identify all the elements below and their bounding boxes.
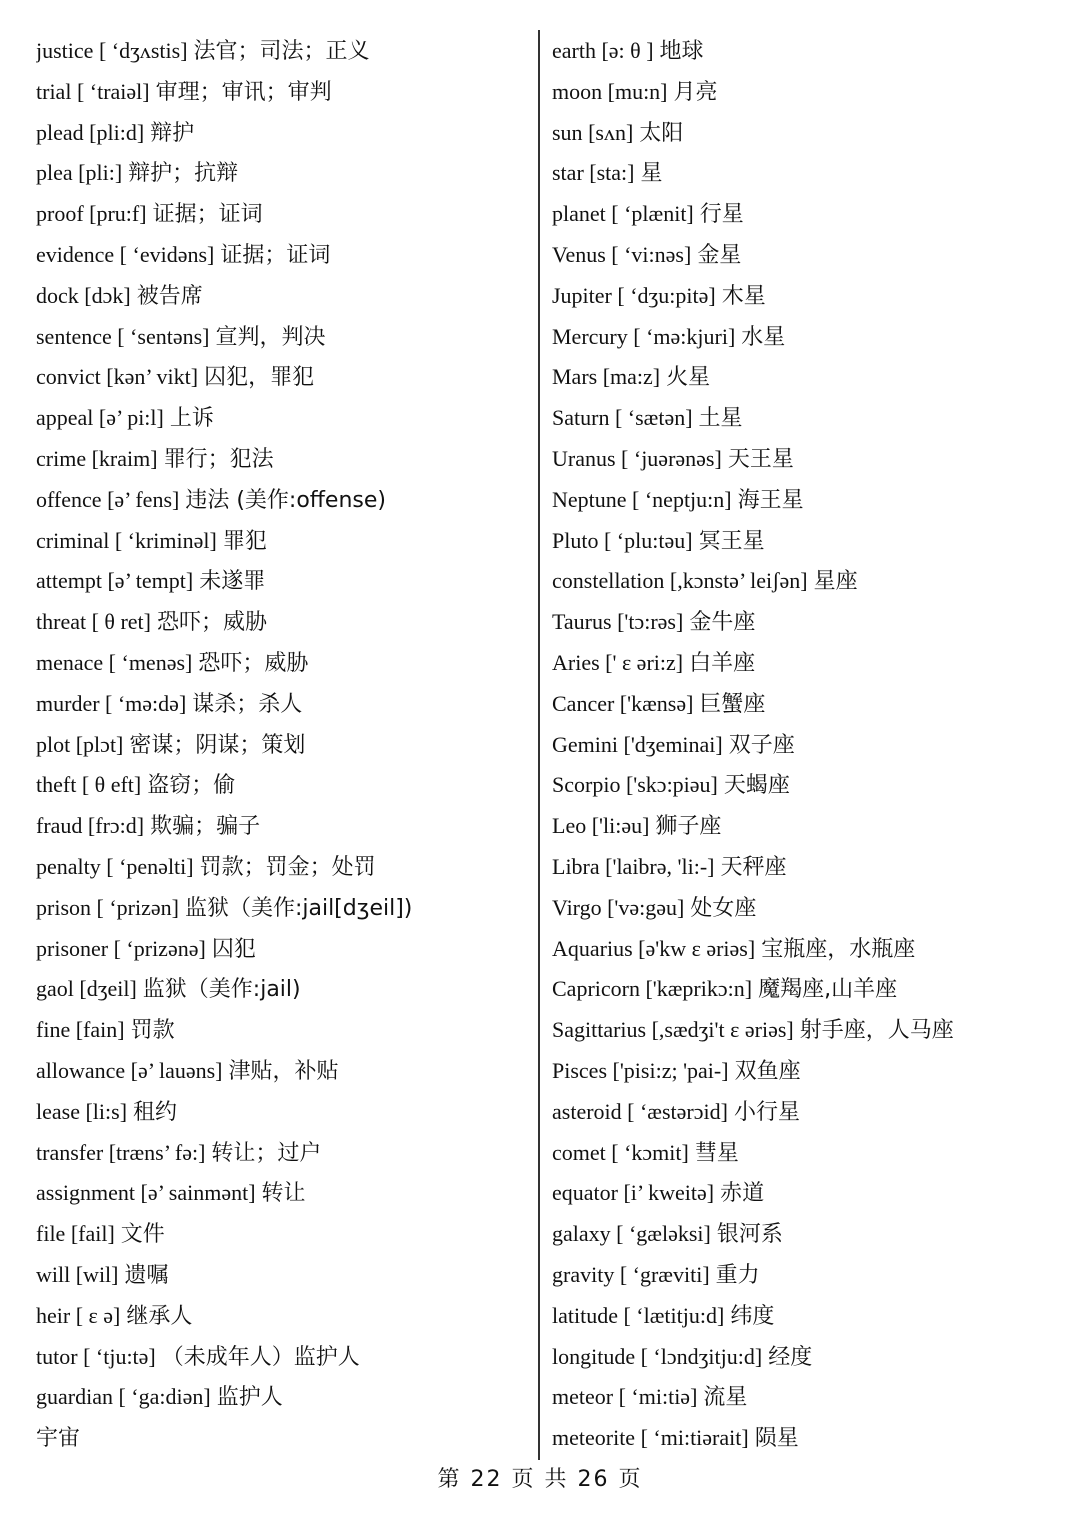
- word: justice: [36, 38, 94, 63]
- word: prisoner: [36, 935, 109, 961]
- vocab-entry: [552, 969, 1062, 1010]
- vocab-entry: [552, 765, 1062, 806]
- word: Gemini: [552, 731, 618, 757]
- meaning: 土星: [698, 406, 743, 432]
- meaning: 狮子座: [655, 814, 722, 840]
- meaning: 上诉: [169, 406, 214, 432]
- meaning: 行星: [699, 202, 744, 228]
- word: allowance: [36, 1057, 126, 1083]
- meaning: 双鱼座: [734, 1058, 801, 1084]
- meaning: 彗星: [694, 1140, 739, 1166]
- word: Aries: [552, 649, 600, 675]
- vocab-entry: [36, 1214, 526, 1255]
- vocab-entry: [552, 521, 1062, 562]
- word: lease: [36, 1098, 80, 1124]
- phonetic: [ ‘prizən]: [96, 894, 179, 920]
- vocab-entry: [36, 194, 526, 235]
- phonetic: ['tɔ:rəs]: [617, 609, 684, 635]
- meaning: 宝瓶座，水瓶座: [761, 936, 916, 962]
- meaning: 双子座: [728, 732, 795, 758]
- word: Sagittarius: [552, 1017, 647, 1043]
- word: Pisces: [552, 1057, 607, 1083]
- phonetic: [ ‘dʒʌstis]: [98, 38, 188, 63]
- vocab-entry: [552, 725, 1062, 766]
- meaning: 监护人: [216, 1385, 283, 1411]
- phonetic: [ ‘sentəns]: [117, 323, 210, 349]
- vocab-entry: [552, 357, 1062, 398]
- word: planet: [552, 201, 606, 227]
- vocab-entry: [36, 602, 526, 643]
- word: prison: [36, 894, 91, 920]
- phonetic: ['və:gəu]: [607, 894, 685, 920]
- phonetic: [fail]: [70, 1221, 115, 1247]
- word: comet: [552, 1139, 606, 1165]
- vocab-entry: [552, 1010, 1062, 1051]
- word: Venus: [552, 241, 606, 267]
- vocab-entry: [36, 888, 526, 929]
- phonetic: [li:s]: [85, 1098, 128, 1124]
- phonetic: [,kɔnstə’ leiʃən]: [669, 568, 808, 594]
- meaning: 证据；证词: [220, 242, 331, 268]
- meaning: 太阳: [639, 120, 684, 146]
- word: meteor: [552, 1384, 614, 1410]
- vocab-entry: [552, 561, 1062, 602]
- phonetic: [ ‘kɔmit]: [611, 1139, 689, 1165]
- meaning: 冥王星: [698, 528, 765, 554]
- phonetic: [ ‘traiəl]: [76, 78, 150, 104]
- phonetic: [frɔ:d]: [87, 813, 145, 839]
- meaning: 欺骗；骗子: [150, 814, 261, 840]
- vocab-entry: [36, 357, 526, 398]
- word: asteroid: [552, 1098, 622, 1124]
- meaning: 天蝎座: [723, 773, 790, 799]
- meaning: 继承人: [126, 1303, 193, 1329]
- phonetic: [ ‘tju:tə]: [83, 1343, 156, 1369]
- meaning: 魔羯座,山羊座: [758, 977, 898, 1003]
- phonetic: ['kæprikɔ:n]: [645, 976, 753, 1002]
- word: plead: [36, 119, 84, 145]
- meaning: 罚款: [130, 1018, 175, 1044]
- word: will: [36, 1261, 71, 1287]
- word: Mars: [552, 364, 598, 390]
- vocab-entry: [36, 317, 526, 358]
- word: attempt: [36, 568, 102, 594]
- vocab-entry: [36, 561, 526, 602]
- meaning: 津贴，补贴: [228, 1058, 339, 1084]
- vocab-entry: [36, 684, 526, 725]
- meaning: 银河系: [716, 1222, 783, 1248]
- vocab-entry: [36, 1051, 526, 1092]
- meaning: 密谋；阴谋；策划: [129, 732, 306, 758]
- phonetic: [ ‘evidəns]: [119, 241, 215, 267]
- meaning: 地球: [659, 39, 704, 64]
- meaning: 金牛座: [689, 610, 756, 636]
- word: Scorpio: [552, 772, 621, 798]
- phonetic: [ ‘penəlti]: [106, 853, 194, 879]
- word: star: [552, 160, 584, 186]
- word: sun: [552, 119, 583, 145]
- phonetic: [ ‘juərənəs]: [621, 445, 722, 471]
- meaning: 证据；证词: [152, 202, 263, 228]
- phonetic: [kraim]: [91, 445, 158, 471]
- word: fine: [36, 1017, 71, 1043]
- word: earth: [552, 38, 596, 63]
- phonetic: [plɔt]: [75, 731, 124, 757]
- column-divider: [538, 30, 540, 1460]
- meaning: 处女座: [690, 895, 757, 921]
- vocab-entry: [36, 929, 526, 970]
- vocab-entry: [552, 602, 1062, 643]
- word: murder: [36, 690, 100, 716]
- meaning: 重力: [715, 1262, 760, 1288]
- meaning: 遗嘱: [124, 1262, 169, 1288]
- phonetic: [ ‘mə:də]: [105, 690, 187, 716]
- phonetic: [ ‘ga:diən]: [118, 1384, 211, 1410]
- vocab-entry: [552, 1418, 1062, 1459]
- word: plea: [36, 160, 73, 186]
- vocab-entry: [552, 806, 1062, 847]
- phonetic: [ ‘gæləksi]: [616, 1221, 711, 1247]
- vocab-entry: [552, 643, 1062, 684]
- meaning: 法官；司法；正义: [193, 39, 370, 64]
- vocab-entry: [552, 888, 1062, 929]
- vocab-entry: [552, 1255, 1062, 1296]
- phonetic: [træns’ fə:]: [108, 1139, 206, 1165]
- vocab-entry: [552, 153, 1062, 194]
- meaning: 纬度: [730, 1303, 775, 1329]
- vocab-entry: [552, 1051, 1062, 1092]
- phonetic: [ θ eft]: [81, 772, 142, 798]
- word: constellation: [552, 568, 665, 594]
- meaning: 监狱（美作:jail[dʒeil]): [184, 895, 413, 921]
- word: galaxy: [552, 1221, 611, 1247]
- word: crime: [36, 445, 87, 471]
- meaning: 恐吓；威胁: [157, 610, 268, 636]
- vocab-entry: [552, 113, 1062, 154]
- phonetic: [pli:d]: [89, 119, 145, 145]
- meaning: 恐吓；威胁: [198, 650, 309, 676]
- phonetic: [ə’ pi:l]: [98, 405, 164, 431]
- phonetic: [dɔk]: [84, 282, 131, 308]
- vocab-entry: [36, 725, 526, 766]
- word: meteorite: [552, 1425, 636, 1451]
- phonetic: [sta:]: [589, 160, 635, 186]
- vocab-entry: [36, 1337, 526, 1378]
- phonetic: ['dʒeminai]: [623, 731, 723, 757]
- phonetic: [ ‘lætitju:d]: [623, 1302, 725, 1328]
- vocab-entry: [552, 72, 1062, 113]
- word: plot: [36, 731, 71, 757]
- vocab-entry: [36, 643, 526, 684]
- vocab-entry: [36, 1010, 526, 1051]
- word: Cancer: [552, 690, 615, 716]
- phonetic: [i’ kweitə]: [623, 1180, 715, 1206]
- word: criminal: [36, 527, 110, 553]
- vocab-entry: [552, 847, 1062, 888]
- word: Jupiter: [552, 282, 612, 308]
- word: Leo: [552, 813, 587, 839]
- vocab-entry: [36, 847, 526, 888]
- vocab-entry: [552, 1173, 1062, 1214]
- word: file: [36, 1221, 66, 1247]
- meaning: 海王星: [737, 487, 804, 513]
- meaning: 文件: [120, 1222, 165, 1248]
- vocab-entry: [36, 276, 526, 317]
- vocab-entry: [552, 317, 1062, 358]
- vocab-entry: [36, 1255, 526, 1296]
- meaning: 火星: [666, 365, 711, 391]
- phonetic: [ə’ sainmənt]: [140, 1180, 256, 1206]
- word: Virgo: [552, 894, 602, 920]
- word: longitude: [552, 1343, 636, 1369]
- word: proof: [36, 201, 84, 227]
- phonetic: [' ε əri:z]: [605, 649, 684, 675]
- vocab-entry: [36, 113, 526, 154]
- vocab-entry: [36, 398, 526, 439]
- meaning: 囚犯，罪犯: [204, 365, 315, 391]
- meaning: 赤道: [720, 1181, 765, 1207]
- meaning: （未成年人）监护人: [161, 1344, 360, 1370]
- phonetic: [ma:z]: [602, 364, 661, 390]
- meaning: 水星: [741, 324, 786, 350]
- word: Mercury: [552, 323, 628, 349]
- meaning: 违法 (美作:offense): [185, 487, 386, 513]
- vocab-entry: [552, 1337, 1062, 1378]
- meaning: 木星: [721, 283, 766, 309]
- word: guardian: [36, 1384, 113, 1410]
- word: fraud: [36, 813, 83, 839]
- meaning: 罪犯: [222, 528, 267, 554]
- meaning: 陨星: [754, 1426, 799, 1452]
- phonetic: [pli:]: [78, 160, 123, 186]
- left-column: [36, 31, 526, 1459]
- vocab-entry: [36, 1173, 526, 1214]
- word: menace: [36, 649, 104, 675]
- word: heir: [36, 1302, 71, 1328]
- vocab-entry: [36, 521, 526, 562]
- word: threat: [36, 609, 87, 635]
- meaning: 白羊座: [689, 650, 756, 676]
- vocab-entry: [36, 969, 526, 1010]
- phonetic: [ ‘kriminəl]: [114, 527, 217, 553]
- vocab-entry: [552, 276, 1062, 317]
- phonetic: [dʒeil]: [79, 976, 137, 1002]
- vocab-entry: [36, 31, 526, 72]
- vocab-entry: [552, 31, 1062, 72]
- phonetic: [ ‘græviti]: [619, 1261, 710, 1287]
- phonetic: [sʌn]: [588, 119, 634, 145]
- phonetic: [ ‘mə:kjuri]: [633, 323, 736, 349]
- meaning: 租约: [133, 1099, 178, 1125]
- vocab-entry: [36, 480, 526, 521]
- phonetic: [ ‘menəs]: [108, 649, 193, 675]
- section-title: 宇宙: [36, 1426, 81, 1452]
- meaning: 转让；过户: [211, 1140, 322, 1166]
- phonetic: ['li:əu]: [591, 813, 650, 839]
- vocab-entry: [552, 235, 1062, 276]
- meaning: 星座: [813, 569, 858, 595]
- meaning: 巨蟹座: [699, 691, 766, 717]
- phonetic: [wil]: [75, 1261, 119, 1287]
- phonetic: [,sædʒi't ε əriəs]: [651, 1017, 794, 1043]
- vocab-entry: [552, 1296, 1062, 1337]
- phonetic: [ ‘mi:tiə]: [618, 1384, 698, 1410]
- phonetic: [ ‘vi:nəs]: [611, 241, 692, 267]
- meaning: 流星: [703, 1385, 748, 1411]
- word: Aquarius: [552, 935, 633, 961]
- phonetic: [ ‘prizənə]: [113, 935, 206, 961]
- vocab-entry: [36, 153, 526, 194]
- phonetic: [ə: θ ]: [601, 38, 654, 63]
- meaning: 宣判，判决: [215, 324, 326, 350]
- word: trial: [36, 78, 72, 104]
- phonetic: [ ‘plu:təu]: [603, 527, 693, 553]
- meaning: 盗窃；偷: [147, 773, 236, 799]
- word: Pluto: [552, 527, 599, 553]
- meaning: 辩护；抗辩: [128, 161, 239, 187]
- word: assignment: [36, 1180, 135, 1206]
- vocab-entry: [552, 398, 1062, 439]
- meaning: 罪行；犯法: [163, 446, 274, 472]
- vocab-entry: [552, 439, 1062, 480]
- meaning: 星: [640, 161, 663, 187]
- word: Taurus: [552, 609, 612, 635]
- vocab-entry: [552, 1133, 1062, 1174]
- vocab-entry: [552, 684, 1062, 725]
- meaning: 射手座，人马座: [799, 1018, 954, 1044]
- phonetic: [ə’ fens]: [107, 486, 180, 512]
- meaning: 天秤座: [720, 854, 787, 880]
- meaning: 被告席: [136, 283, 203, 309]
- meaning: 金星: [697, 242, 742, 268]
- word: gaol: [36, 976, 74, 1002]
- phonetic: ['skɔ:piəu]: [625, 772, 718, 798]
- word: evidence: [36, 241, 115, 267]
- meaning: 天王星: [727, 446, 794, 472]
- phonetic: ['kænsə]: [619, 690, 694, 716]
- phonetic: [ə’ tempt]: [107, 568, 194, 594]
- meaning: 审理；审讯；审判: [155, 79, 332, 105]
- phonetic: [ ‘æstərɔid]: [627, 1098, 728, 1124]
- word: latitude: [552, 1302, 618, 1328]
- page-number: 第 22 页 共 26 页: [437, 1467, 643, 1492]
- phonetic: [ ‘lɔndʒitju:d]: [640, 1343, 763, 1369]
- phonetic: [fain]: [75, 1017, 125, 1043]
- word: appeal: [36, 405, 94, 431]
- word: Uranus: [552, 445, 616, 471]
- word: Saturn: [552, 405, 610, 431]
- vocab-entry: [36, 235, 526, 276]
- word: moon: [552, 78, 603, 104]
- phonetic: [ ‘neptju:n]: [632, 486, 732, 512]
- phonetic: [ θ ret]: [91, 609, 151, 635]
- vocab-entry: [36, 765, 526, 806]
- word: penalty: [36, 853, 101, 879]
- vocab-entry: [552, 929, 1062, 970]
- phonetic: [ ‘plænit]: [611, 201, 694, 227]
- section-heading: [36, 1418, 526, 1459]
- word: equator: [552, 1180, 618, 1206]
- word: Libra: [552, 853, 600, 879]
- phonetic: ['laibrə, 'li:-]: [605, 853, 715, 879]
- phonetic: [ ‘dʒu:pitə]: [617, 282, 716, 308]
- phonetic: [ ε ə]: [75, 1302, 121, 1328]
- vocab-entry: [552, 1092, 1062, 1133]
- word: convict: [36, 364, 101, 390]
- phonetic: [pru:f]: [89, 201, 147, 227]
- meaning: 小行星: [733, 1099, 800, 1125]
- right-column: [552, 31, 1062, 1459]
- vocab-entry: [552, 1377, 1062, 1418]
- vocab-entry: [36, 72, 526, 113]
- word: tutor: [36, 1343, 78, 1369]
- meaning: 监狱（美作:jail): [142, 977, 301, 1003]
- word: sentence: [36, 323, 112, 349]
- meaning: 月亮: [673, 79, 718, 105]
- meaning: 囚犯: [211, 936, 256, 962]
- vocab-entry: [552, 194, 1062, 235]
- phonetic: [ə’ lauəns]: [130, 1057, 223, 1083]
- meaning: 罚款；罚金；处罚: [199, 854, 376, 880]
- vocab-entry: [36, 806, 526, 847]
- vocab-entry: [552, 480, 1062, 521]
- phonetic: [ ‘mi:tiərait]: [640, 1425, 749, 1451]
- meaning: 经度: [768, 1344, 813, 1370]
- vocab-entry: [36, 1092, 526, 1133]
- vocab-entry: [36, 1377, 526, 1418]
- word: theft: [36, 772, 77, 798]
- meaning: 辩护: [150, 120, 195, 146]
- phonetic: [ə'kw ε əriəs]: [638, 935, 756, 961]
- word: Neptune: [552, 486, 627, 512]
- meaning: 转让: [261, 1181, 306, 1207]
- phonetic: [mu:n]: [607, 78, 668, 104]
- vocab-entry: [552, 1214, 1062, 1255]
- vocab-entry: [36, 1133, 526, 1174]
- phonetic: ['pisi:z; 'pai-]: [612, 1057, 729, 1083]
- word: transfer: [36, 1139, 104, 1165]
- word: dock: [36, 282, 79, 308]
- meaning: 未遂罪: [199, 569, 266, 595]
- word: gravity: [552, 1261, 615, 1287]
- phonetic: [ ‘sætən]: [614, 405, 693, 431]
- phonetic: [kən’ vikt]: [106, 364, 199, 390]
- vocab-entry: [36, 439, 526, 480]
- meaning: 谋杀；杀人: [192, 691, 303, 717]
- vocab-entry: [36, 1296, 526, 1337]
- word: offence: [36, 486, 102, 512]
- word: Capricorn: [552, 976, 640, 1002]
